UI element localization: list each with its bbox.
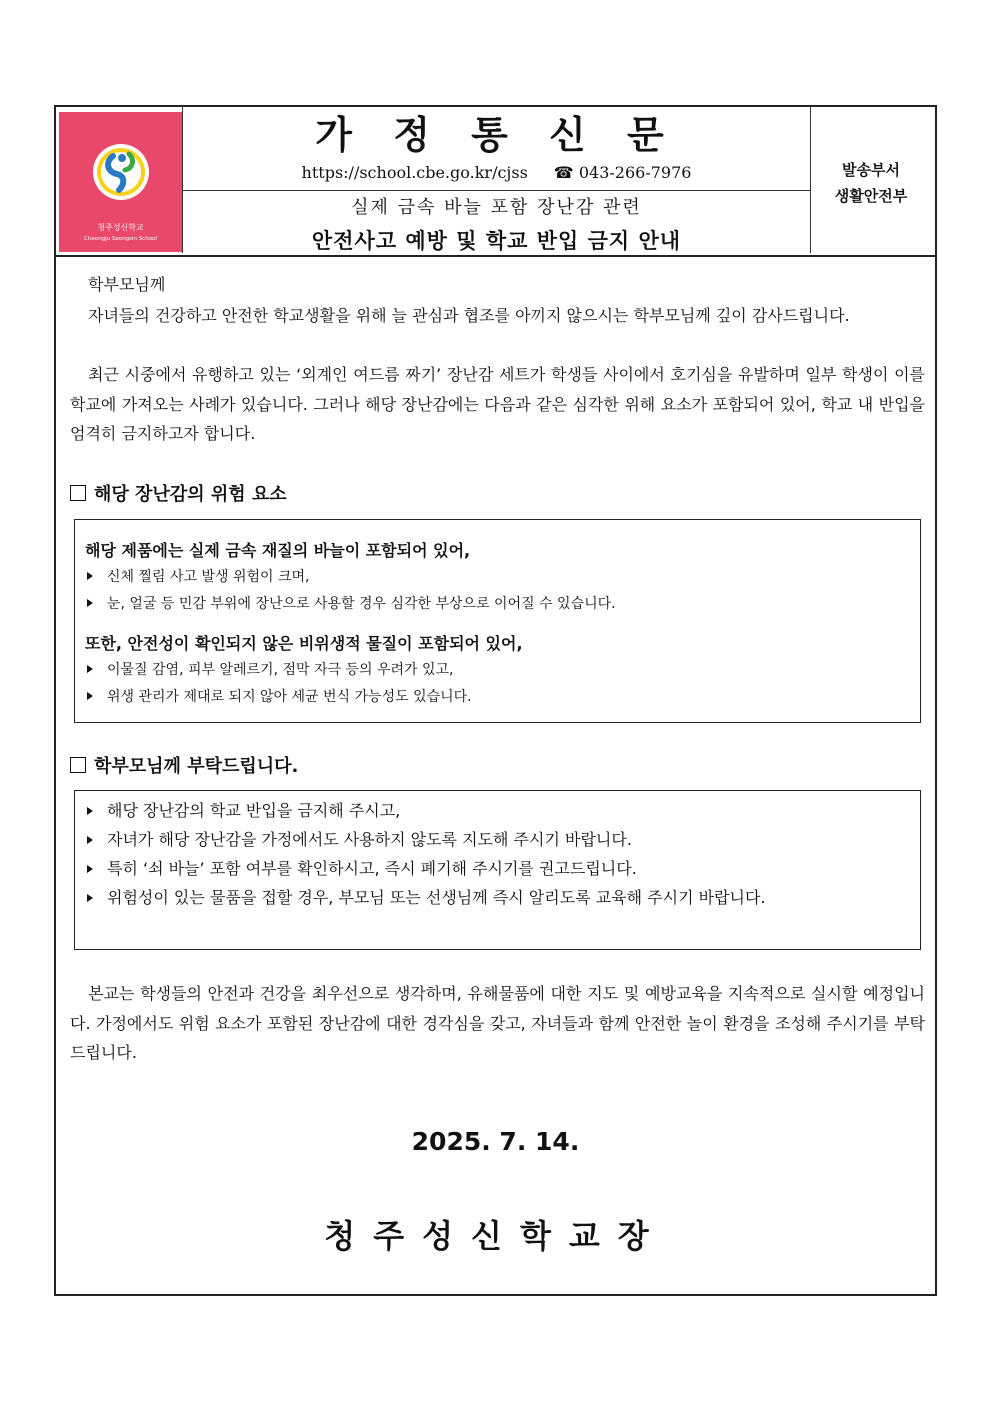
dept-name: 생활안전부 bbox=[834, 187, 908, 205]
logo-school-name-en: Cheongju Seongsin School bbox=[84, 236, 157, 242]
signature: 청주성신학교장 bbox=[324, 1217, 667, 1255]
list-item: 위험성이 있는 물품을 접할 경우, 부모님 또는 선생님께 즉시 알리도록 교육해 주시기 바랍니다. bbox=[87, 883, 912, 912]
bullet-triangle-icon bbox=[87, 894, 93, 902]
bullet-triangle-icon bbox=[87, 807, 93, 815]
section-title-hazards-text: 해당 장난감의 위험 요소 bbox=[94, 484, 287, 505]
page-title: 가 정 통 신 문 bbox=[315, 112, 678, 157]
list-item: 자녀가 해당 장난감을 가정에서도 사용하지 않도록 지도해 주시기 바랍니다. bbox=[87, 825, 912, 854]
section-title-requests-text: 학부모님께 부탁드립니다. bbox=[94, 756, 299, 777]
contact-line bbox=[183, 163, 810, 182]
dept-label: 발송부서 bbox=[842, 161, 900, 179]
header-title-block bbox=[182, 107, 811, 253]
issue-date: 2025. 7. 14. bbox=[411, 1127, 580, 1156]
header bbox=[56, 107, 935, 257]
list-item: 위생 관리가 제대로 되지 않아 세균 번식 가능성도 있습니다. bbox=[87, 686, 472, 706]
section-title-requests bbox=[70, 752, 298, 778]
header-divider bbox=[183, 190, 810, 191]
hazard-heading-hygiene: 또한, 안전성이 확인되지 않은 비위생적 물질이 포함되어 있어, bbox=[85, 634, 523, 653]
subtitle: 실제 금속 바늘 포함 장난감 관련 bbox=[351, 197, 642, 218]
sending-department bbox=[807, 107, 935, 253]
bullet-triangle-icon bbox=[87, 572, 93, 580]
checkbox-square-icon bbox=[70, 757, 86, 773]
document-frame bbox=[54, 105, 937, 1296]
main-subject: 안전사고 예방 및 학교 반입 금지 안내 bbox=[311, 229, 682, 253]
list-item: 신체 찔림 사고 발생 위험이 크며, bbox=[87, 566, 310, 586]
list-item: 이물질 감염, 피부 알레르기, 점막 자극 등의 우려가 있고, bbox=[87, 659, 453, 679]
bullet-triangle-icon bbox=[87, 599, 93, 607]
requests-box bbox=[74, 790, 921, 950]
school-logo bbox=[59, 112, 182, 252]
intro-paragraph: 자녀들의 건강하고 안전한 학교생활을 위해 늘 관심과 협조를 아끼지 않으시는 학부모님께 깊이 감사드립니다. bbox=[88, 306, 850, 325]
bullet-triangle-icon bbox=[87, 692, 93, 700]
notice-paragraph: 최근 시중에서 유행하고 있는 ‘외계인 여드름 짜기’ 장난감 세트가 학생들 사이에서 호기심을 유발하며 일부 학생이 이를 학교에 가져오는 사례가 있습니다. 그러나 해당 장난감에는 다음과 같은 심각한 위해 요소가 포함되어 있어, 학교 내 반입을 엄격히 금지하고자 합니다. bbox=[70, 365, 925, 443]
list-item: 해당 장난감의 학교 반입을 금지해 주시고, bbox=[87, 796, 912, 825]
closing-paragraph: 본교는 학생들의 안전과 건강을 최우선으로 생각하며, 유해물품에 대한 지도 및 예방교육을 지속적으로 실시할 예정입니다. 가정에서도 위험 요소가 포함된 장난감에 대한 경각심을 갖고, 자녀들과 함께 안전한 놀이 환경을 조성해 주시기를 부탁드립니다. bbox=[70, 984, 925, 1062]
checkbox-square-icon bbox=[70, 485, 86, 501]
phone-number: 043-266-7976 bbox=[578, 163, 692, 182]
list-item: 눈, 얼굴 등 민감 부위에 장난으로 사용할 경우 심각한 부상으로 이어질 수 있습니다. bbox=[87, 593, 616, 613]
phone-icon: ☎ bbox=[553, 163, 574, 182]
greeting: 학부모님께 bbox=[88, 275, 166, 294]
school-url: https://school.cbe.go.kr/cjss bbox=[301, 163, 528, 182]
bullet-triangle-icon bbox=[87, 865, 93, 873]
list-item: 특히 ‘쇠 바늘’ 포함 여부를 확인하시고, 즉시 폐기해 주시기를 권고드립니다. bbox=[87, 854, 912, 883]
section-title-hazards bbox=[70, 480, 287, 506]
hazard-heading-needle: 해당 제품에는 실제 금속 재질의 바늘이 포함되어 있어, bbox=[85, 541, 471, 560]
school-emblem-icon bbox=[91, 142, 151, 202]
bullet-triangle-icon bbox=[87, 836, 93, 844]
hazards-box bbox=[74, 519, 921, 723]
logo-school-name: 청주성신학교 bbox=[97, 223, 144, 232]
bullet-triangle-icon bbox=[87, 665, 93, 673]
